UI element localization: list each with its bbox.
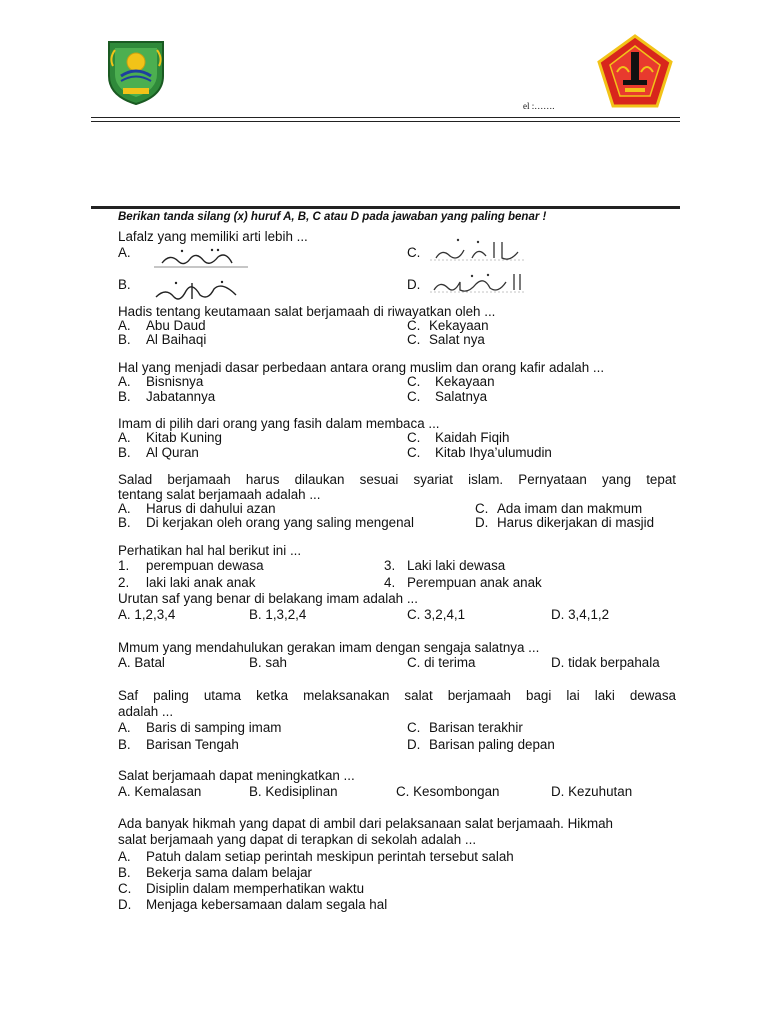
q8-option-b-letter: B. bbox=[118, 737, 131, 752]
q8-option-c: Barisan terakhir bbox=[429, 720, 523, 735]
q10-option-d-letter: D. bbox=[118, 897, 132, 912]
q7-option-b: B. sah bbox=[249, 655, 287, 670]
q1-option-d-label: D. bbox=[407, 277, 421, 292]
q8-option-d: Barisan paling depan bbox=[429, 737, 555, 752]
q4-option-c: Kaidah Fiqih bbox=[435, 430, 510, 445]
header-divider-2 bbox=[91, 121, 680, 122]
q5-option-a: Harus di dahului azan bbox=[146, 501, 276, 516]
q2-option-a: Abu Daud bbox=[146, 318, 206, 333]
q6-item-1: perempuan dewasa bbox=[146, 558, 264, 573]
q6-option-a: A. 1,2,3,4 bbox=[118, 607, 176, 622]
q4-option-b-letter: B. bbox=[118, 445, 131, 460]
arabic-handwriting-icon bbox=[428, 236, 528, 266]
q8-option-a-letter: A. bbox=[118, 720, 131, 735]
q2-option-b-letter: B. bbox=[118, 332, 131, 347]
school-emblem-icon bbox=[597, 34, 673, 108]
q5-text-line-2: tentang salat berjamaah adalah ... bbox=[118, 487, 321, 502]
header-el-text: el :……. bbox=[523, 101, 555, 111]
q3-option-b-letter: B. bbox=[118, 389, 131, 404]
q3-option-b: Jabatannya bbox=[146, 389, 216, 404]
q6-item-4-number: 4. bbox=[384, 575, 396, 590]
q5-option-c: Ada imam dan makmum bbox=[497, 501, 643, 516]
q2-option-a-letter: A. bbox=[118, 318, 131, 333]
header-divider bbox=[91, 117, 680, 118]
q10-text-line-1: Ada banyak hikmah yang dapat di ambil dari pelaksanaan salat berjamaah. Hikmah bbox=[118, 816, 614, 831]
q6-item-4: Perempuan anak anak bbox=[407, 575, 542, 590]
q1-option-a-label: A. bbox=[118, 245, 131, 260]
q5-option-b: Di kerjakan oleh orang yang saling mengenal bbox=[146, 515, 414, 530]
q5-option-d: Harus dikerjakan di masjid bbox=[497, 515, 655, 530]
q4-text: Imam di pilih dari orang yang fasih dalam membaca ... bbox=[118, 416, 440, 431]
q9-option-a: A. Kemalasan bbox=[118, 784, 202, 799]
q2-option-d: Salat nya bbox=[429, 332, 485, 347]
q7-option-c: C. di terima bbox=[407, 655, 476, 670]
q5-option-a-letter: A. bbox=[118, 501, 131, 516]
q3-option-a: Bisnisnya bbox=[146, 374, 204, 389]
q5-option-d-letter: D. bbox=[475, 515, 489, 530]
q5-option-c-letter: C. bbox=[475, 501, 489, 516]
q6-item-2: laki laki anak anak bbox=[146, 575, 256, 590]
q3-option-c: Kekayaan bbox=[435, 374, 495, 389]
q4-option-d: Kitab Ihya’ulumudin bbox=[435, 445, 552, 460]
q6-item-3-number: 3. bbox=[384, 558, 396, 573]
q5-text-line-1: Salad berjamaah harus dilaukan sesuai syariat islam. Pernyataan yang tepat bbox=[118, 472, 676, 487]
q10-option-c-letter: C. bbox=[118, 881, 132, 896]
q2-text: Hadis tentang keutamaan salat berjamaah di riwayatkan oleh ... bbox=[118, 304, 496, 319]
q7-option-a: A. Batal bbox=[118, 655, 165, 670]
q1-text: Lafalz yang memiliki arti lebih ... bbox=[118, 229, 308, 244]
q3-option-c-letter: C. bbox=[407, 374, 421, 389]
q8-option-d-letter: D. bbox=[407, 737, 421, 752]
arabic-handwriting-icon bbox=[428, 270, 528, 298]
q7-option-d: D. tidak berpahala bbox=[551, 655, 660, 670]
q8-option-b: Barisan Tengah bbox=[146, 737, 239, 752]
q10-option-d: Menjaga kebersamaan dalam segala hal bbox=[146, 897, 388, 912]
q4-option-c-letter: C. bbox=[407, 430, 421, 445]
q5-option-b-letter: B. bbox=[118, 515, 131, 530]
q9-text: Salat berjamaah dapat meningkatkan ... bbox=[118, 768, 355, 783]
arabic-handwriting-icon bbox=[152, 245, 252, 273]
q6-text: Perhatikan hal hal berikut ini ... bbox=[118, 543, 302, 558]
q2-option-c: Kekayaan bbox=[429, 318, 489, 333]
q9-option-b: B. Kedisiplinan bbox=[249, 784, 338, 799]
q3-option-d: Salatnya bbox=[435, 389, 488, 404]
q4-option-a-letter: A. bbox=[118, 430, 131, 445]
instruction-text: Berikan tanda silang (x) huruf A, B, C atau D pada jawaban yang paling benar ! bbox=[118, 211, 547, 223]
q9-option-c: C. Kesombongan bbox=[396, 784, 500, 799]
q1-option-b-label: B. bbox=[118, 277, 131, 292]
q8-text-line-2: adalah ... bbox=[118, 704, 174, 719]
q6-item-1-number: 1. bbox=[118, 558, 130, 573]
q3-option-a-letter: A. bbox=[118, 374, 131, 389]
q8-text-line-1: Saf paling utama ketka melaksanakan salat berjamaah bagi lai laki dewasa bbox=[118, 688, 676, 703]
q2-option-c-letter: C. bbox=[407, 318, 421, 333]
q8-option-c-letter: C. bbox=[407, 720, 421, 735]
arabic-handwriting-icon bbox=[152, 277, 242, 305]
q6-item-3: Laki laki dewasa bbox=[407, 558, 506, 573]
q2-option-d-letter: C. bbox=[407, 332, 421, 347]
q9-option-d: D. Kezuhutan bbox=[551, 784, 633, 799]
q10-text-line-2: salat berjamaah yang dapat di terapkan di sekolah adalah ... bbox=[118, 832, 477, 847]
q4-option-a: Kitab Kuning bbox=[146, 430, 222, 445]
q7-text: Mmum yang mendahulukan gerakan imam dengan sengaja salatnya ... bbox=[118, 640, 540, 655]
q1-option-c-label: C. bbox=[407, 245, 421, 260]
q10-option-a: Patuh dalam setiap perintah meskipun perintah tersebut salah bbox=[146, 849, 514, 864]
q6-option-c: C. 3,2,4,1 bbox=[407, 607, 466, 622]
q8-option-a: Baris di samping imam bbox=[146, 720, 282, 735]
q6-item-2-number: 2. bbox=[118, 575, 130, 590]
q4-option-b: Al Quran bbox=[146, 445, 199, 460]
q3-text: Hal yang menjadi dasar perbedaan antara orang muslim dan orang kafir adalah ... bbox=[118, 360, 605, 375]
q10-option-b-letter: B. bbox=[118, 865, 131, 880]
section-divider bbox=[91, 206, 680, 209]
q10-option-c: Disiplin dalam memperhatikan waktu bbox=[146, 881, 365, 896]
q6-text-2: Urutan saf yang benar di belakang imam adalah ... bbox=[118, 591, 418, 606]
q4-option-d-letter: C. bbox=[407, 445, 421, 460]
q6-option-b: B. 1,3,2,4 bbox=[249, 607, 307, 622]
q2-option-b: Al Baihaqi bbox=[146, 332, 207, 347]
q3-option-d-letter: C. bbox=[407, 389, 421, 404]
q10-option-b: Bekerja sama dalam belajar bbox=[146, 865, 312, 880]
regional-emblem-icon bbox=[103, 36, 169, 106]
q6-option-d: D. 3,4,1,2 bbox=[551, 607, 610, 622]
q10-option-a-letter: A. bbox=[118, 849, 131, 864]
